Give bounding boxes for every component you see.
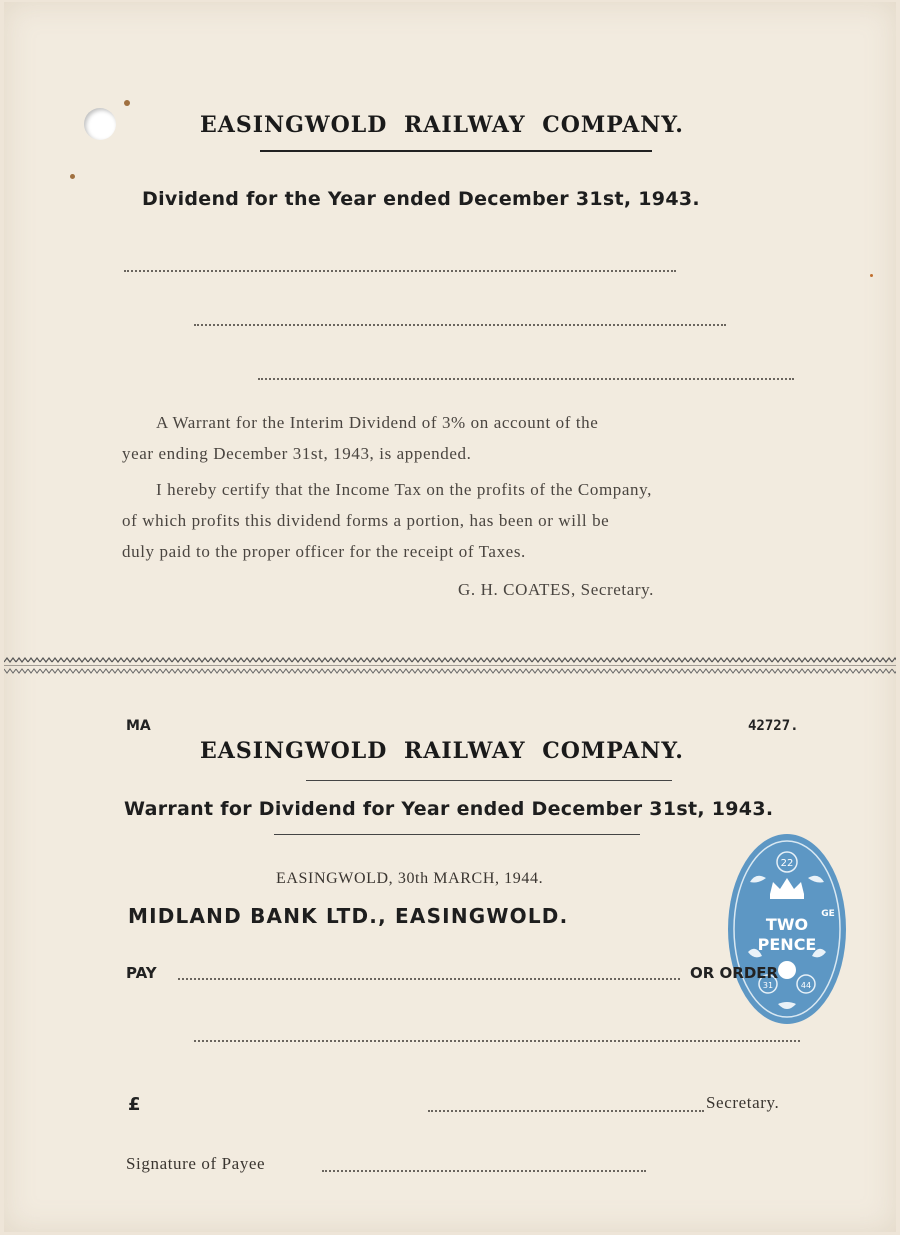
para1-line1: A Warrant for the Interim Dividend of 3% on account of the [156, 413, 599, 432]
para1-line2: year ending December 31st, 1943, is appended. [122, 444, 472, 463]
blank-line-3 [258, 378, 794, 380]
para2-line3: duly paid to the proper officer for the receipt of Taxes. [122, 542, 526, 561]
stamp-left-number: 31 [762, 981, 774, 990]
stamp-corner: GE [821, 909, 835, 919]
stain-mark [70, 174, 75, 179]
two-pence-stamp [726, 832, 848, 1026]
para2-line1: I hereby certify that the Income Tax on the profits of the Company, [156, 480, 652, 499]
rose-icon [778, 961, 796, 979]
notice-company-title: EASINGWOLD RAILWAY COMPANY. [200, 112, 684, 138]
document-sheet [4, 2, 896, 1232]
perforation-line[interactable] [4, 650, 896, 680]
secretary-label: Secretary. [706, 1093, 780, 1112]
blank-line-1 [124, 270, 676, 272]
bank-name: MIDLAND BANK LTD., EASINGWOLD. [128, 904, 569, 928]
pay-line[interactable] [178, 978, 680, 980]
payee-label: Signature of Payee [126, 1154, 266, 1173]
stain-mark [870, 274, 873, 277]
stamp-top-number: 22 [780, 858, 794, 869]
secretary-signatory: G. H. COATES, Secretary. [458, 580, 655, 599]
pay-label: PAY [126, 964, 157, 982]
punch-hole [84, 108, 116, 140]
stain-mark [124, 100, 130, 106]
pound-sign: £ [128, 1094, 141, 1115]
notice-title-rule [260, 150, 652, 152]
warrant-title-rule [306, 780, 672, 781]
or-order-label: OR ORDER [690, 964, 779, 982]
stamp-line1: TWO [765, 915, 809, 934]
secretary-signature-line[interactable] [428, 1110, 704, 1112]
warrant-company-title: EASINGWOLD RAILWAY COMPANY. [200, 738, 684, 764]
blank-line-2 [194, 324, 726, 326]
stamp-line2: PENCE [757, 935, 817, 954]
pay-line-2[interactable] [194, 1040, 800, 1042]
para2-line2: of which profits this dividend forms a portion, has been or will be [122, 511, 610, 530]
warrant-heading: Warrant for Dividend for Year ended December 31st, 1943. [124, 798, 774, 820]
warrant-prefix: MA [126, 718, 151, 734]
notice-heading: Dividend for the Year ended December 31st, 1943. [142, 188, 700, 210]
warrant-heading-rule [274, 834, 640, 835]
warrant-number: 42727. [748, 718, 799, 734]
stamp-right-number: 44 [800, 981, 812, 990]
payee-signature-line[interactable] [322, 1170, 646, 1172]
place-date: EASINGWOLD, 30th MARCH, 1944. [276, 870, 544, 887]
